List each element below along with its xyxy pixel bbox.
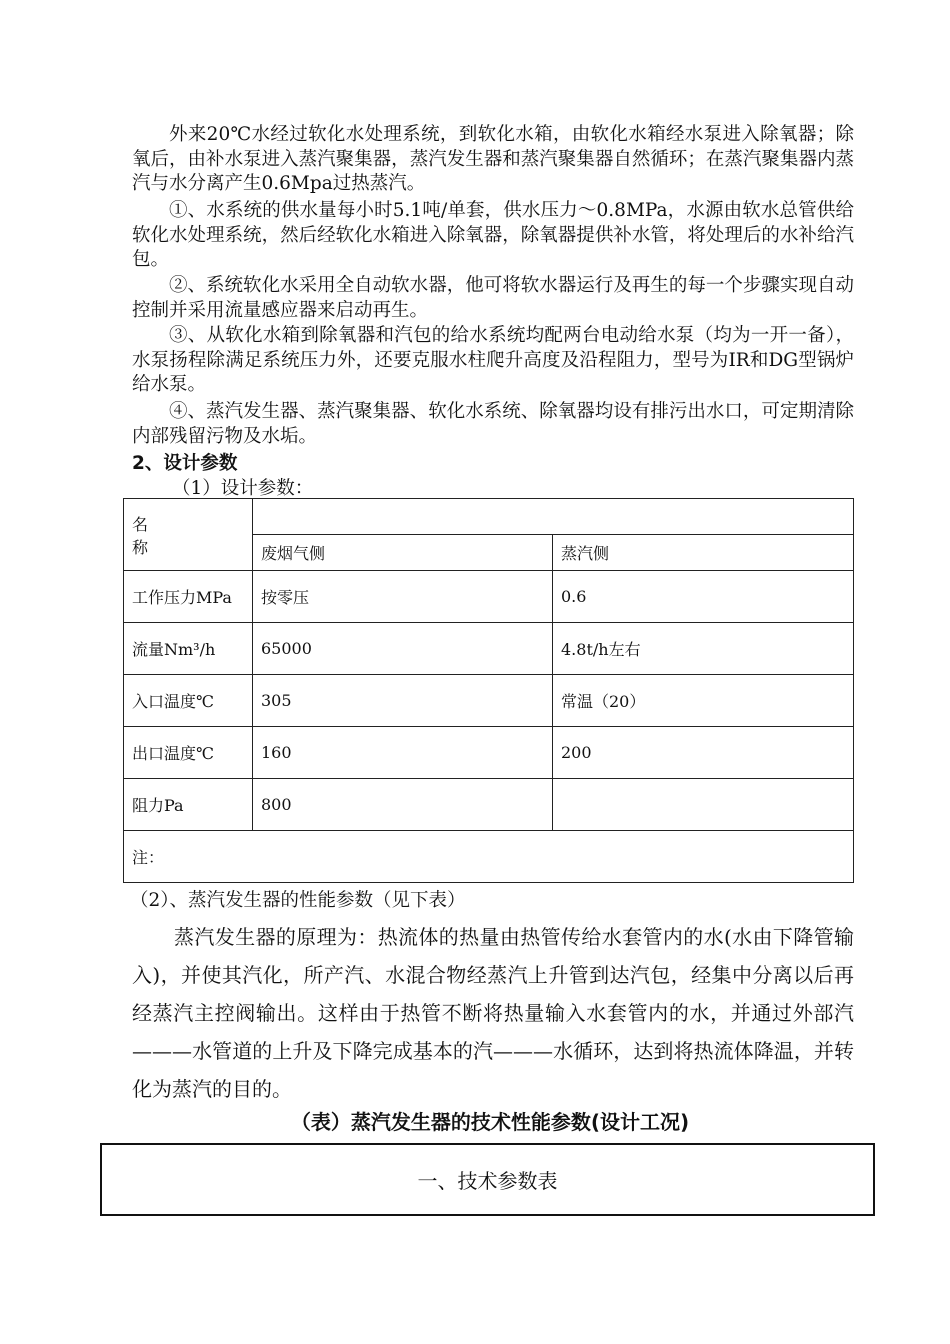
name-header-label: 名 称 xyxy=(132,514,183,557)
gas-value: 按零压 xyxy=(253,571,553,623)
item3-paragraph: ③、从软化水箱到除氧器和汽包的给水系统均配两台电动给水泵（均为一开一备），水泵扬程除满足系统压力外，还要克服水柱爬升高度及沿程阻力，型号为IR和DG型锅炉给水泵。 xyxy=(132,325,854,395)
tech-params-box xyxy=(100,1143,875,1216)
table-row xyxy=(124,571,854,623)
table-note-row xyxy=(124,831,854,883)
tech-params-title: 一、技术参数表 xyxy=(417,1169,558,1193)
item1-paragraph: ①、水系统的供水量每小时5.1吨/单套，供水压力～0.8MPa，水源由软水总管供给软化水处理系统，然后经软化水箱进入除氧器，除氧器提供补水管，将处理后的水补给汽包。 xyxy=(132,200,854,270)
table-row xyxy=(124,675,854,727)
header-blank-cell xyxy=(253,499,854,535)
section-heading: 2、设计参数 xyxy=(132,453,238,474)
row-label: 出口温度℃ xyxy=(124,727,253,779)
principle-paragraph: 蒸汽发生器的原理为：热流体的热量由热管传给水套管内的水(水由下降管输入)，并使其汽化，所产汽、水混合物经蒸汽上升管到达汽包，经集中分离以后再经蒸汽主控阀输出。这样由于热管不断将热量输入水套管内的水，并通过外部汽———水管道的上升及下降完成基本的汽———水循环，达到将热流体降温，并转化为蒸汽的目的。 xyxy=(132,925,854,1101)
name-header-cell xyxy=(124,499,253,571)
row-label: 流量Nm³/h xyxy=(124,623,253,675)
gas-value: 305 xyxy=(253,675,553,727)
row-label: 阻力Pa xyxy=(124,779,253,831)
steam-value: 常温（20） xyxy=(553,675,854,727)
design-params-table xyxy=(123,498,854,883)
note-cell: 注： xyxy=(124,831,854,883)
design-params-subheading: （1）设计参数： xyxy=(172,478,314,499)
intro-paragraph: 外来20℃水经过软化水处理系统，到软化水箱，由软化水箱经水泵进入除氧器；除氧后，由补水泵进入蒸汽聚集器，蒸汽发生器和蒸汽聚集器自然循环；在蒸汽聚集器内蒸汽与水分离产生0.6Mpa过热蒸汽。 xyxy=(132,124,854,194)
performance-params-subheading: （2）、蒸汽发生器的性能参数（见下表） xyxy=(130,890,466,911)
table-row xyxy=(124,727,854,779)
table-row xyxy=(124,623,854,675)
table-header-row xyxy=(124,499,854,535)
row-label: 工作压力MPa xyxy=(124,571,253,623)
row-label: 入口温度℃ xyxy=(124,675,253,727)
item2-paragraph: ②、系统软化水采用全自动软水器，他可将软水器运行及再生的每一个步骤实现自动控制并采用流量感应器来启动再生。 xyxy=(132,275,854,321)
steam-side-header: 蒸汽侧 xyxy=(553,535,854,571)
item4-paragraph: ④、蒸汽发生器、蒸汽聚集器、软化水系统、除氧器均设有排污出水口，可定期清除内部残留污物及水垢。 xyxy=(132,401,854,447)
gas-value: 160 xyxy=(253,727,553,779)
steam-value: 200 xyxy=(553,727,854,779)
table-caption: （表）蒸汽发生器的技术性能参数(设计工况) xyxy=(290,1110,690,1134)
steam-value: 0.6 xyxy=(553,571,854,623)
table-row xyxy=(124,779,854,831)
steam-value xyxy=(553,779,854,831)
steam-value: 4.8t/h左右 xyxy=(553,623,854,675)
gas-side-header: 废烟气侧 xyxy=(253,535,553,571)
gas-value: 800 xyxy=(253,779,553,831)
gas-value: 65000 xyxy=(253,623,553,675)
